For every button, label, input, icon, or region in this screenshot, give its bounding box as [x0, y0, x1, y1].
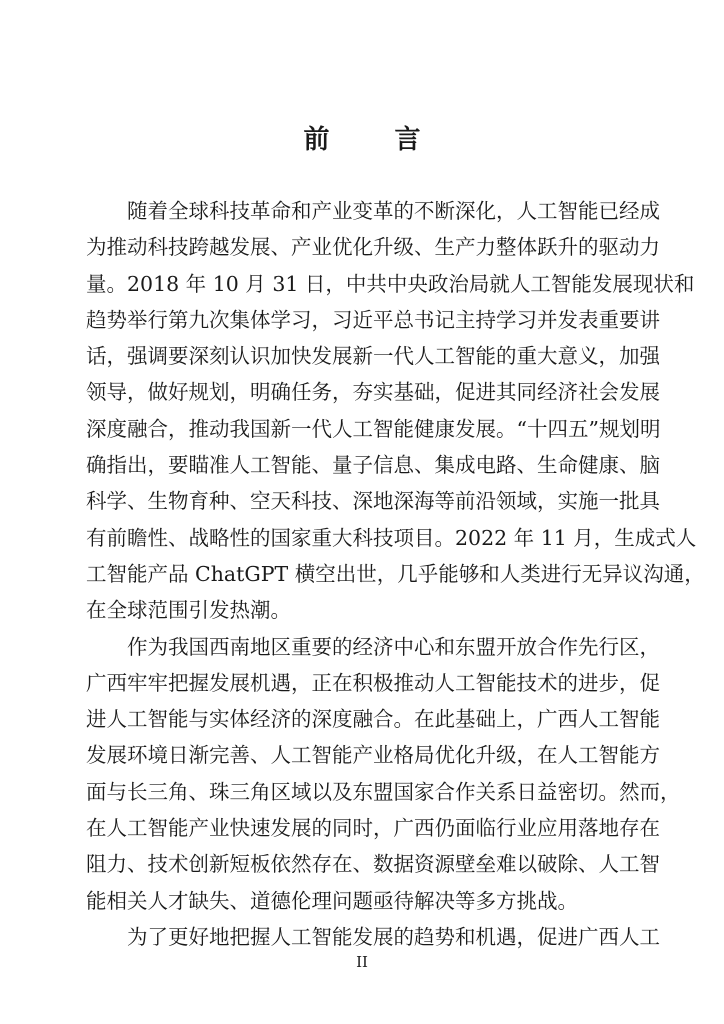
- text-line: 能相关人才缺失、道德伦理问题亟待解决等多方挑战。: [86, 888, 578, 913]
- text-line: 为了更好地把握人工智能发展的趋势和机遇，促进广西人工: [127, 924, 660, 949]
- text-line: 确指出，要瞄准人工智能、量子信息、集成电路、生命健康、脑: [86, 453, 660, 478]
- body-text: [86, 193, 705, 955]
- paragraph-3: [86, 919, 660, 955]
- paragraph-1: [86, 193, 705, 629]
- text-line: 作为我国西南地区重要的经济中心和东盟开放合作先行区，: [127, 634, 660, 659]
- text-line: 量。2018 年 10 月 31 日，中共中央政治局就人工智能发展现状和: [86, 271, 695, 296]
- text-line: 科学、生物育种、空天科技、深地深海等前沿领域，实施一批具: [86, 489, 660, 514]
- text-line: 发展环境日渐完善、人工智能产业格局优化升级，在人工智能方: [86, 743, 660, 768]
- text-line: 面与长三角、珠三角区域以及东盟国家合作关系日益密切。然而，: [86, 779, 681, 804]
- page-number: II: [356, 953, 368, 971]
- paragraph-2: [86, 629, 681, 919]
- text-line: 话，强调要深刻认识加快发展新一代人工智能的重大意义，加强: [86, 344, 660, 369]
- page-title: 前 言: [303, 125, 449, 155]
- text-line: 深度融合，推动我国新一代人工智能健康发展。“十四五”规划明: [86, 416, 661, 441]
- text-line: 有前瞻性、战略性的国家重大科技项目。2022 年 11 月，生成式人: [86, 525, 697, 550]
- text-line: 进人工智能与实体经济的深度融合。在此基础上，广西人工智能: [86, 707, 660, 732]
- text-line: 在人工智能产业快速发展的同时，广西仍面临行业应用落地存在: [86, 816, 660, 841]
- text-line: 阻力、技术创新短板依然存在、数据资源壁垒难以破除、人工智: [86, 852, 660, 877]
- text-line: 在全球范围引发热潮。: [86, 598, 291, 623]
- text-line: 工智能产品 ChatGPT 横空出世，几乎能够和人类进行无异议沟通，: [86, 561, 705, 586]
- text-line: 随着全球科技革命和产业变革的不断深化，人工智能已经成: [127, 199, 660, 223]
- text-line: 为推动科技跨越发展、产业优化升级、生产力整体跃升的驱动力: [86, 235, 660, 260]
- text-line: 广西牢牢把握发展机遇，正在积极推动人工智能技术的进步，促: [86, 670, 660, 695]
- text-line: 趋势举行第九次集体学习，习近平总书记主持学习并发表重要讲: [86, 307, 660, 332]
- text-line: 领导，做好规划，明确任务，夯实基础，促进其同经济社会发展: [86, 380, 660, 405]
